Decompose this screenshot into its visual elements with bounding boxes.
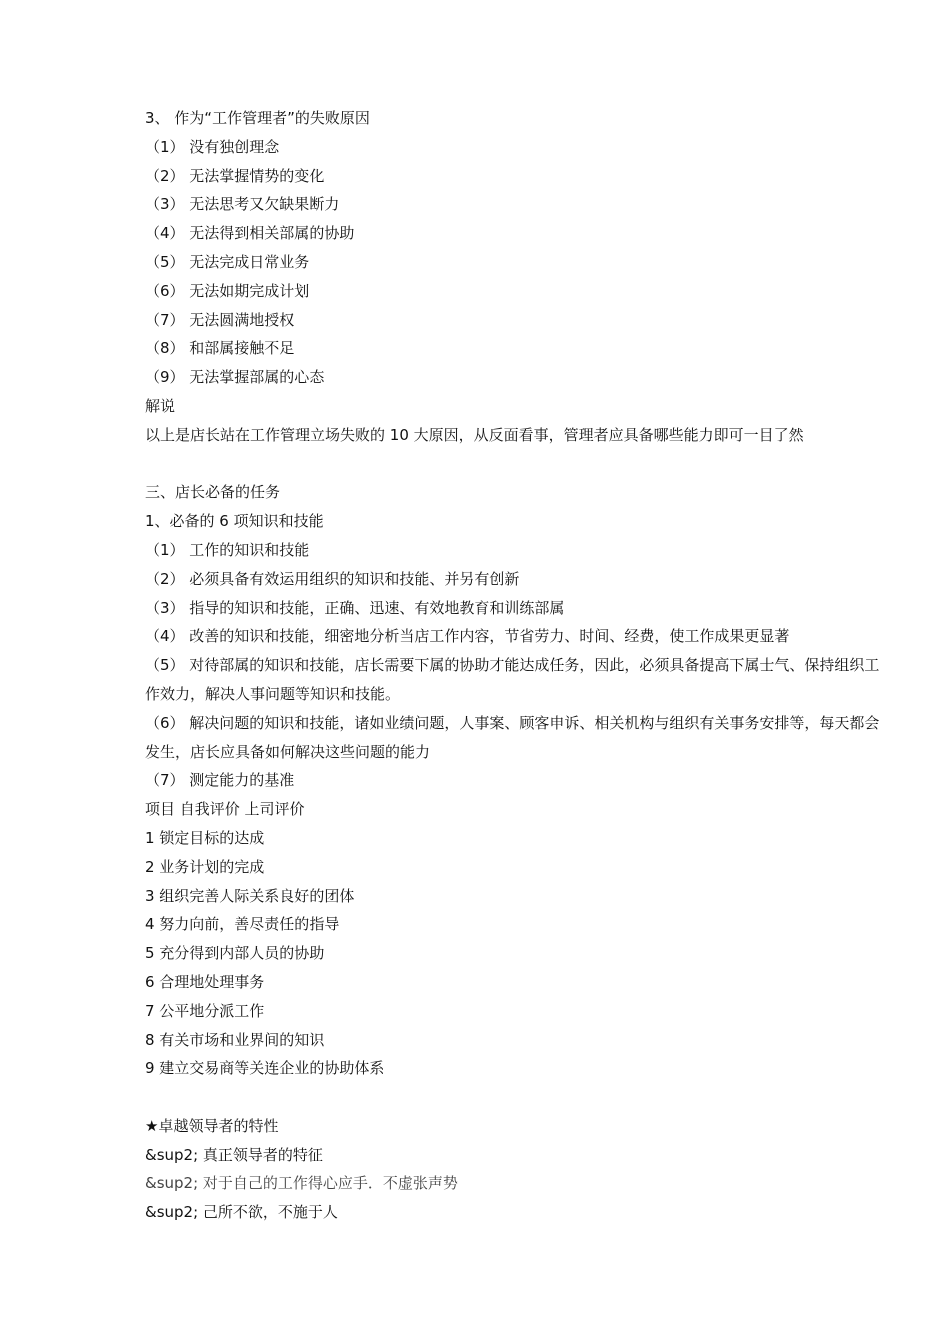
list-item: 8 有关市场和业界间的知识 — [145, 1030, 325, 1049]
list-item: &sup2; 真正领导者的特征 — [145, 1145, 323, 1164]
spacer — [145, 1083, 885, 1112]
list-item: 5 充分得到内部人员的协助 — [145, 944, 325, 963]
list-item: （5） 无法完成日常业务 — [145, 252, 310, 271]
eval-items-list — [145, 824, 885, 1083]
list-item: （7） 无法圆满地授权 — [145, 310, 295, 329]
explain-paragraph: 以上是店长站在工作管理立场失败的 10 大原因，从反面看事，管理者应具备哪些能力即可一目了然 — [145, 425, 804, 444]
list-item: （2） 必须具备有效运用组织的知识和技能、并另有创新 — [145, 569, 520, 588]
list-item: 9 建立交易商等关连企业的协助体系 — [145, 1059, 385, 1078]
failure-reasons-list — [145, 133, 885, 392]
list-item: 1 锁定目标的达成 — [145, 828, 265, 847]
explain-label: 解说 — [145, 396, 176, 415]
subsection-heading: 1、必备的 6 项知识和技能 — [145, 512, 324, 531]
document-body — [145, 104, 885, 1227]
list-item: &sup2; 己所不欲，不施于人 — [145, 1203, 338, 1222]
list-item: 7 公平地分派工作 — [145, 1001, 265, 1020]
list-item: 2 业务计划的完成 — [145, 857, 265, 876]
list-item: （3） 无法思考又欠缺果断力 — [145, 195, 340, 214]
leader-heading: ★卓越领导者的特性 — [145, 1116, 279, 1135]
skills-list — [145, 536, 885, 795]
list-item: （7） 测定能力的基准 — [145, 771, 295, 790]
list-item: &sup2; 对于自己的工作得心应手．不虚张声势 — [145, 1174, 458, 1193]
list-item: （4） 改善的知识和技能，细密地分析当店工作内容，节省劳力、时间、经费，使工作成果更显著 — [145, 627, 790, 646]
list-item: （8） 和部属接触不足 — [145, 339, 295, 358]
list-item: 3 组织完善人际关系良好的团体 — [145, 886, 355, 905]
list-item: （1） 没有独创理念 — [145, 137, 280, 156]
list-item: （6） 无法如期完成计划 — [145, 281, 310, 300]
list-item: （4） 无法得到相关部属的协助 — [145, 224, 355, 243]
list-item: （3） 指导的知识和技能，正确、迅速、有效地教育和训练部属 — [145, 598, 565, 617]
eval-table-header: 项目 自我评价 上司评价 — [145, 800, 305, 819]
list-item: 6 合理地处理事务 — [145, 972, 265, 991]
list-item: 4 努力向前，善尽责任的指导 — [145, 915, 340, 934]
list-item: （1） 工作的知识和技能 — [145, 540, 310, 559]
spacer — [145, 450, 885, 479]
leader-traits-list — [145, 1141, 885, 1227]
list-item: （9） 无法掌握部属的心态 — [145, 368, 325, 387]
list-item: （2） 无法掌握情势的变化 — [145, 166, 325, 185]
list-item: （6） 解决问题的知识和技能，诸如业绩问题，人事案、顾客申诉、相关机构与组织有关事务安排等，每天都会发生，店长应具备如何解决这些问题的能力 — [145, 713, 880, 761]
part-heading: 三、店长必备的任务 — [145, 483, 281, 502]
section-heading: 3、 作为“工作管理者”的失败原因 — [145, 109, 370, 127]
list-item: （5） 对待部属的知识和技能，店长需要下属的协助才能达成任务，因此，必须具备提高下属士气、保持组织工作效力，解决人事问题等知识和技能。 — [145, 656, 880, 703]
